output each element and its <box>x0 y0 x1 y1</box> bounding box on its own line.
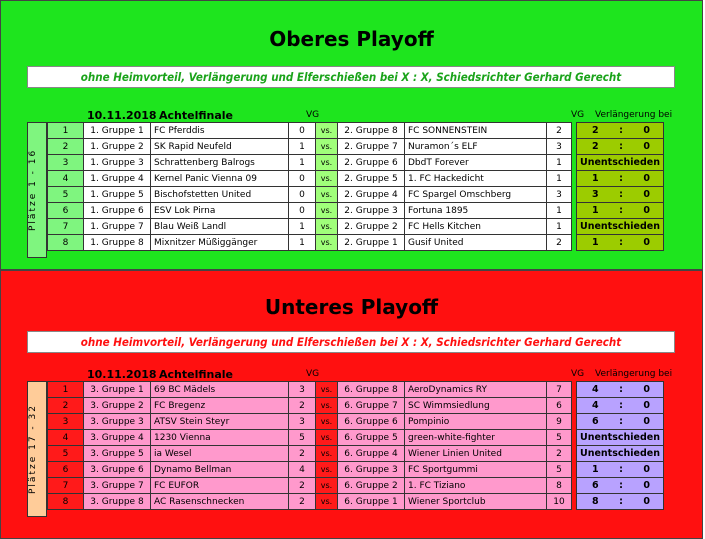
home-team: Schrattenberg Balrogs <box>151 155 289 171</box>
home-vg: 2 <box>289 398 316 414</box>
away-team: DbdT Forever <box>405 155 547 171</box>
home-vg: 0 <box>289 203 316 219</box>
vs-label: vs. <box>316 171 338 187</box>
match-number: 4 <box>48 171 84 187</box>
match-number: 8 <box>48 494 84 510</box>
extension-result <box>577 478 664 494</box>
home-vg: 2 <box>289 494 316 510</box>
home-vg: 3 <box>289 382 316 398</box>
score-separator: : <box>619 400 623 411</box>
score-away: 0 <box>643 464 650 475</box>
extension-result <box>577 155 664 171</box>
score-home: 3 <box>592 189 599 200</box>
away-vg: 9 <box>547 414 572 430</box>
score-home: 6 <box>592 480 599 491</box>
extension-result <box>577 219 664 235</box>
lower-places-label: Plätze 17 - 32 <box>27 381 47 517</box>
match-number: 2 <box>48 139 84 155</box>
match-row <box>48 430 664 446</box>
vs-label: vs. <box>316 235 338 251</box>
vs-label: vs. <box>316 382 338 398</box>
home-team: 1230 Vienna <box>151 430 289 446</box>
extension-result <box>577 446 664 462</box>
home-team: FC Bregenz <box>151 398 289 414</box>
match-number: 7 <box>48 478 84 494</box>
score-separator: : <box>619 141 623 152</box>
score-home: 2 <box>592 125 599 136</box>
home-team: Dynamo Bellman <box>151 462 289 478</box>
vs-label: vs. <box>316 414 338 430</box>
upper-playoff-panel <box>0 0 703 270</box>
extension-result <box>577 203 664 219</box>
home-group: 3. Gruppe 5 <box>84 446 151 462</box>
away-vg: 1 <box>547 155 572 171</box>
score-home: 1 <box>592 237 599 248</box>
score-away: 0 <box>643 205 650 216</box>
home-vg: 3 <box>289 414 316 430</box>
draw-label: Unentschieden <box>580 221 660 232</box>
extension-score <box>580 205 660 216</box>
away-vg: 7 <box>547 382 572 398</box>
match-number: 1 <box>48 123 84 139</box>
away-group: 6. Gruppe 7 <box>338 398 405 414</box>
home-vg: 1 <box>289 155 316 171</box>
home-team: Blau Weiß Landl <box>151 219 289 235</box>
draw-label: Unentschieden <box>580 448 660 459</box>
away-vg: 2 <box>547 235 572 251</box>
home-team: ATSV Stein Steyr <box>151 414 289 430</box>
match-number: 5 <box>48 187 84 203</box>
away-vg: 3 <box>547 139 572 155</box>
extension-score <box>580 496 660 507</box>
away-group: 6. Gruppe 4 <box>338 446 405 462</box>
home-group: 1. Gruppe 3 <box>84 155 151 171</box>
extension-result <box>577 414 664 430</box>
match-number: 1 <box>48 382 84 398</box>
match-row <box>48 235 664 251</box>
away-vg: 5 <box>547 430 572 446</box>
vs-label: vs. <box>316 155 338 171</box>
score-home: 2 <box>592 141 599 152</box>
away-vg: 1 <box>547 171 572 187</box>
home-group: 3. Gruppe 3 <box>84 414 151 430</box>
away-team: Gusif United <box>405 235 547 251</box>
home-team: ia Wesel <box>151 446 289 462</box>
extension-score <box>580 125 660 136</box>
lower-round: Achtelfinale <box>159 368 233 381</box>
away-group: 2. Gruppe 8 <box>338 123 405 139</box>
away-group: 2. Gruppe 6 <box>338 155 405 171</box>
vs-label: vs. <box>316 494 338 510</box>
away-vg: 2 <box>547 446 572 462</box>
away-team: Wiener Sportclub <box>405 494 547 510</box>
away-team: FC Hells Kitchen <box>405 219 547 235</box>
match-row <box>48 155 664 171</box>
home-vg: 1 <box>289 235 316 251</box>
home-group: 1. Gruppe 7 <box>84 219 151 235</box>
vs-label: vs. <box>316 478 338 494</box>
score-separator: : <box>619 464 623 475</box>
match-row <box>48 139 664 155</box>
home-team: ESV Lok Pirna <box>151 203 289 219</box>
away-group: 6. Gruppe 6 <box>338 414 405 430</box>
away-team: 1. FC Hackedicht <box>405 171 547 187</box>
match-number: 6 <box>48 203 84 219</box>
match-row <box>48 494 664 510</box>
home-group: 1. Gruppe 1 <box>84 123 151 139</box>
upper-round: Achtelfinale <box>159 109 233 122</box>
lower-rules-banner: ohne Heimvorteil, Verlängerung und Elferschießen bei X : X, Schiedsrichter Gerhard Gerecht <box>27 331 675 353</box>
score-home: 4 <box>592 400 599 411</box>
score-separator: : <box>619 189 623 200</box>
home-group: 3. Gruppe 7 <box>84 478 151 494</box>
away-vg: 2 <box>547 123 572 139</box>
vs-label: vs. <box>316 430 338 446</box>
home-group: 1. Gruppe 2 <box>84 139 151 155</box>
home-vg: 4 <box>289 462 316 478</box>
home-group: 3. Gruppe 6 <box>84 462 151 478</box>
away-group: 2. Gruppe 3 <box>338 203 405 219</box>
vs-label: vs. <box>316 123 338 139</box>
vs-label: vs. <box>316 219 338 235</box>
home-group: 1. Gruppe 8 <box>84 235 151 251</box>
score-separator: : <box>619 125 623 136</box>
home-group: 1. Gruppe 6 <box>84 203 151 219</box>
lower-match-table <box>47 381 664 510</box>
extension-score <box>580 400 660 411</box>
match-row <box>48 203 664 219</box>
extension-result <box>577 462 664 478</box>
extension-score <box>580 189 660 200</box>
upper-vg-right-label: VG <box>571 110 585 120</box>
home-vg: 2 <box>289 446 316 462</box>
score-away: 0 <box>643 416 650 427</box>
extension-score <box>580 173 660 184</box>
home-group: 3. Gruppe 4 <box>84 430 151 446</box>
match-number: 6 <box>48 462 84 478</box>
match-number: 3 <box>48 155 84 171</box>
score-separator: : <box>619 416 623 427</box>
extension-result <box>577 235 664 251</box>
score-home: 1 <box>592 464 599 475</box>
match-row <box>48 187 664 203</box>
score-away: 0 <box>643 496 650 507</box>
home-team: 69 BC Mädels <box>151 382 289 398</box>
away-group: 6. Gruppe 8 <box>338 382 405 398</box>
match-number: 3 <box>48 414 84 430</box>
score-home: 8 <box>592 496 599 507</box>
vs-label: vs. <box>316 187 338 203</box>
away-vg: 6 <box>547 398 572 414</box>
score-home: 1 <box>592 173 599 184</box>
lower-playoff-title: Unteres Playoff <box>264 295 439 319</box>
away-team: 1. FC Tiziano <box>405 478 547 494</box>
extension-score <box>580 141 660 152</box>
match-row <box>48 414 664 430</box>
away-vg: 8 <box>547 478 572 494</box>
vs-label: vs. <box>316 203 338 219</box>
match-row <box>48 219 664 235</box>
score-away: 0 <box>643 189 650 200</box>
home-group: 1. Gruppe 4 <box>84 171 151 187</box>
extension-score <box>580 416 660 427</box>
lower-extension-label: Verlängerung bei <box>595 369 673 379</box>
vs-label: vs. <box>316 398 338 414</box>
score-away: 0 <box>643 173 650 184</box>
away-group: 2. Gruppe 5 <box>338 171 405 187</box>
match-number: 8 <box>48 235 84 251</box>
score-away: 0 <box>643 400 650 411</box>
home-group: 3. Gruppe 1 <box>84 382 151 398</box>
extension-result <box>577 398 664 414</box>
home-vg: 1 <box>289 139 316 155</box>
score-home: 4 <box>592 384 599 395</box>
away-team: Pompinio <box>405 414 547 430</box>
away-vg: 10 <box>547 494 572 510</box>
home-group: 1. Gruppe 5 <box>84 187 151 203</box>
home-team: SK Rapid Neufeld <box>151 139 289 155</box>
score-away: 0 <box>643 237 650 248</box>
extension-result <box>577 382 664 398</box>
score-separator: : <box>619 205 623 216</box>
away-group: 2. Gruppe 4 <box>338 187 405 203</box>
lower-playoff-panel <box>0 270 703 539</box>
away-team: Fortuna 1895 <box>405 203 547 219</box>
extension-result <box>577 171 664 187</box>
home-team: FC EUFOR <box>151 478 289 494</box>
extension-result <box>577 494 664 510</box>
draw-label: Unentschieden <box>580 432 660 443</box>
match-row <box>48 446 664 462</box>
home-group: 3. Gruppe 2 <box>84 398 151 414</box>
extension-result <box>577 123 664 139</box>
match-number: 5 <box>48 446 84 462</box>
score-separator: : <box>619 237 623 248</box>
score-separator: : <box>619 480 623 491</box>
home-vg: 0 <box>289 123 316 139</box>
extension-result <box>577 187 664 203</box>
score-home: 6 <box>592 416 599 427</box>
match-row <box>48 462 664 478</box>
extension-score <box>580 237 660 248</box>
match-number: 4 <box>48 430 84 446</box>
away-team: FC SONNENSTEIN <box>405 123 547 139</box>
vs-label: vs. <box>316 139 338 155</box>
extension-score <box>580 384 660 395</box>
score-away: 0 <box>643 141 650 152</box>
score-separator: : <box>619 496 623 507</box>
score-away: 0 <box>643 125 650 136</box>
away-group: 6. Gruppe 2 <box>338 478 405 494</box>
extension-score <box>580 480 660 491</box>
away-vg: 1 <box>547 219 572 235</box>
match-row <box>48 398 664 414</box>
home-vg: 5 <box>289 430 316 446</box>
upper-match-table <box>47 122 664 251</box>
upper-playoff-title: Oberes Playoff <box>269 27 434 51</box>
away-vg: 1 <box>547 203 572 219</box>
away-vg: 3 <box>547 187 572 203</box>
upper-extension-label: Verlängerung bei <box>595 110 673 120</box>
away-team: SC Wimmsiedlung <box>405 398 547 414</box>
home-team: Bischofstetten United <box>151 187 289 203</box>
away-team: FC Spargel Omschberg <box>405 187 547 203</box>
away-group: 6. Gruppe 3 <box>338 462 405 478</box>
match-number: 2 <box>48 398 84 414</box>
home-vg: 0 <box>289 171 316 187</box>
away-team: Nuramon´s ELF <box>405 139 547 155</box>
score-separator: : <box>619 384 623 395</box>
extension-result <box>577 430 664 446</box>
away-vg: 5 <box>547 462 572 478</box>
extension-result <box>577 139 664 155</box>
away-group: 2. Gruppe 7 <box>338 139 405 155</box>
match-number: 7 <box>48 219 84 235</box>
away-team: FC Sportgummi <box>405 462 547 478</box>
home-vg: 1 <box>289 219 316 235</box>
home-team: AC Rasenschnecken <box>151 494 289 510</box>
away-group: 2. Gruppe 1 <box>338 235 405 251</box>
match-row <box>48 171 664 187</box>
score-away: 0 <box>643 384 650 395</box>
vs-label: vs. <box>316 462 338 478</box>
away-group: 6. Gruppe 5 <box>338 430 405 446</box>
match-row <box>48 382 664 398</box>
upper-rules-banner: ohne Heimvorteil, Verlängerung und Elferschießen bei X : X, Schiedsrichter Gerhard Gerecht <box>27 66 675 88</box>
lower-vg-right-label: VG <box>571 369 585 379</box>
lower-vg-left-label: VG <box>306 369 320 379</box>
score-away: 0 <box>643 480 650 491</box>
draw-label: Unentschieden <box>580 157 660 168</box>
home-group: 3. Gruppe 8 <box>84 494 151 510</box>
extension-score <box>580 464 660 475</box>
home-team: Mixnitzer Müßiggänger <box>151 235 289 251</box>
match-row <box>48 123 664 139</box>
match-row <box>48 478 664 494</box>
upper-date: 10.11.2018 <box>87 109 157 122</box>
lower-date: 10.11.2018 <box>87 368 157 381</box>
upper-places-label: Plätze 1 - 16 <box>27 122 47 258</box>
away-team: green-white-fighter <box>405 430 547 446</box>
home-team: FC Pferddis <box>151 123 289 139</box>
vs-label: vs. <box>316 446 338 462</box>
score-home: 1 <box>592 205 599 216</box>
away-group: 2. Gruppe 2 <box>338 219 405 235</box>
away-group: 6. Gruppe 1 <box>338 494 405 510</box>
away-team: Wiener Linien United <box>405 446 547 462</box>
home-vg: 0 <box>289 187 316 203</box>
upper-vg-left-label: VG <box>306 110 320 120</box>
away-team: AeroDynamics RY <box>405 382 547 398</box>
score-separator: : <box>619 173 623 184</box>
home-vg: 2 <box>289 478 316 494</box>
home-team: Kernel Panic Vienna 09 <box>151 171 289 187</box>
